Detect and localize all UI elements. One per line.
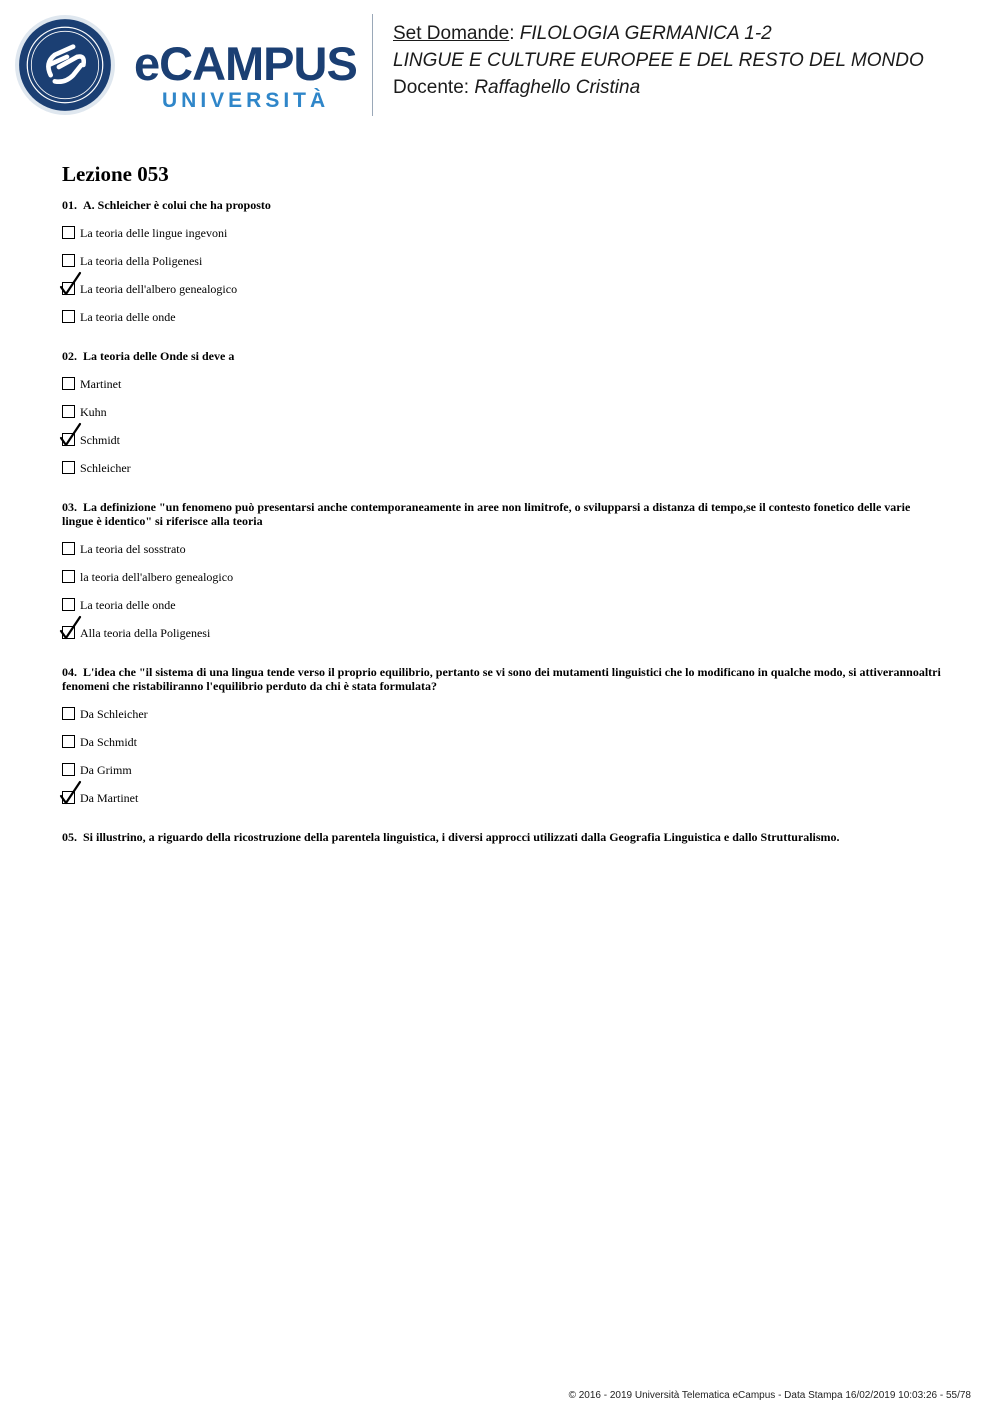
question-02 (62, 349, 942, 487)
question-text (62, 349, 942, 363)
answer-checkbox[interactable] (62, 405, 75, 418)
page-footer: © 2016 - 2019 Università Telematica eCampus - Data Stampa 16/02/2019 10:03:26 - 55/78 (568, 1390, 971, 1401)
question-text (62, 665, 942, 693)
answer-label: La teoria delle lingue ingevoni (80, 226, 228, 240)
header-divider (372, 14, 373, 116)
question-prompt: A. Schleicher è colui che ha proposto (83, 198, 271, 212)
answer-label: Da Martinet (80, 791, 139, 805)
answer-option[interactable] (62, 308, 942, 336)
answer-checkbox[interactable] (62, 461, 75, 474)
answer-option[interactable] (62, 789, 942, 817)
answer-checkbox[interactable] (62, 570, 75, 583)
answer-checkbox[interactable] (62, 598, 75, 611)
answer-label: la teoria dell'albero genealogico (80, 570, 234, 584)
answer-option[interactable] (62, 375, 942, 403)
question-text (62, 500, 942, 528)
answer-option[interactable] (62, 624, 942, 652)
answer-label: La teoria delle onde (80, 310, 176, 324)
question-04 (62, 665, 942, 817)
question-prompt: Si illustrino, a riguardo della ricostruzione della parentela linguistica, i diversi approcci utilizzati dalla Geografia Linguistica e dallo Strutturalismo. (83, 830, 840, 844)
brand-subtitle: UNIVERSITÀ (162, 89, 330, 112)
question-prompt: La definizione "un fenomeno può presentarsi anche contemporaneamente in aree non limitrofe, o svilupparsi a distanza di tempo,se il contesto fonetico delle varie lingue è identico" si riferisce alla teoria (62, 500, 911, 528)
docente-label: Docente: (393, 77, 475, 98)
docente-line (393, 74, 924, 101)
answer-label: La teoria delle onde (80, 598, 176, 612)
answer-label: Martinet (80, 377, 122, 391)
answer-option[interactable] (62, 280, 942, 308)
answer-option[interactable] (62, 431, 942, 459)
answer-checkbox[interactable] (62, 377, 75, 390)
answer-label: Schleicher (80, 461, 131, 475)
header-info (393, 20, 924, 101)
set-separator: : (509, 23, 520, 44)
answer-label: Schmidt (80, 433, 121, 447)
answer-checkbox[interactable] (62, 254, 75, 267)
question-number: 01. (62, 198, 77, 212)
answer-option[interactable] (62, 540, 942, 568)
answer-label: Da Grimm (80, 763, 132, 777)
question-number: 02. (62, 349, 77, 363)
answer-label: Da Schleicher (80, 707, 148, 721)
answer-option[interactable] (62, 705, 942, 733)
university-seal-icon (14, 14, 116, 116)
answer-checkbox[interactable] (62, 310, 75, 323)
docente-name: Raffaghello Cristina (474, 77, 641, 98)
answer-checkbox[interactable] (62, 542, 75, 555)
answer-option[interactable] (62, 596, 942, 624)
answer-label: Da Schmidt (80, 735, 137, 749)
answer-label: La teoria del sosstrato (80, 542, 186, 556)
question-number: 05. (62, 830, 77, 844)
answer-checkbox[interactable] (62, 735, 75, 748)
answer-checkbox[interactable] (62, 707, 75, 720)
answer-option[interactable] (62, 568, 942, 596)
brand-name: eCAMPUS (134, 37, 357, 90)
answer-option[interactable] (62, 403, 942, 431)
answer-checkbox[interactable] (62, 226, 75, 239)
quiz-content (62, 161, 942, 857)
answer-option[interactable] (62, 252, 942, 280)
question-number: 04. (62, 665, 77, 679)
answer-option[interactable] (62, 224, 942, 252)
question-01 (62, 198, 942, 336)
question-05 (62, 830, 942, 844)
ecampus-logo (14, 14, 359, 116)
set-label: Set Domande (393, 23, 510, 44)
question-number: 03. (62, 500, 77, 514)
question-prompt: La teoria delle Onde si deve a (83, 349, 235, 363)
answer-checkbox[interactable] (62, 763, 75, 776)
question-text (62, 198, 942, 212)
answer-label: Kuhn (80, 405, 107, 419)
course-name: FILOLOGIA GERMANICA 1-2 (519, 23, 772, 44)
question-prompt: L'idea che "il sistema di una lingua tende verso il proprio equilibrio, pertanto se vi sono dei mutamenti linguistici che lo modificano in qualche modo, si attiverannoaltri fenomeni che ristabiliranno l'equilibrio perduto da chi è stata formulata? (62, 665, 941, 693)
question-list (62, 198, 942, 844)
answer-label: Alla teoria della Poligenesi (80, 626, 211, 640)
answer-option[interactable] (62, 733, 942, 761)
answer-label: La teoria dell'albero genealogico (80, 282, 238, 296)
question-text (62, 830, 942, 844)
program-name: LINGUE E CULTURE EUROPEE E DEL RESTO DEL MONDO (393, 50, 924, 71)
answer-option[interactable] (62, 459, 942, 487)
lesson-title: Lezione 053 (62, 162, 169, 186)
question-03 (62, 500, 942, 652)
answer-label: La teoria della Poligenesi (80, 254, 203, 268)
set-line (393, 20, 924, 47)
answer-option[interactable] (62, 761, 942, 789)
